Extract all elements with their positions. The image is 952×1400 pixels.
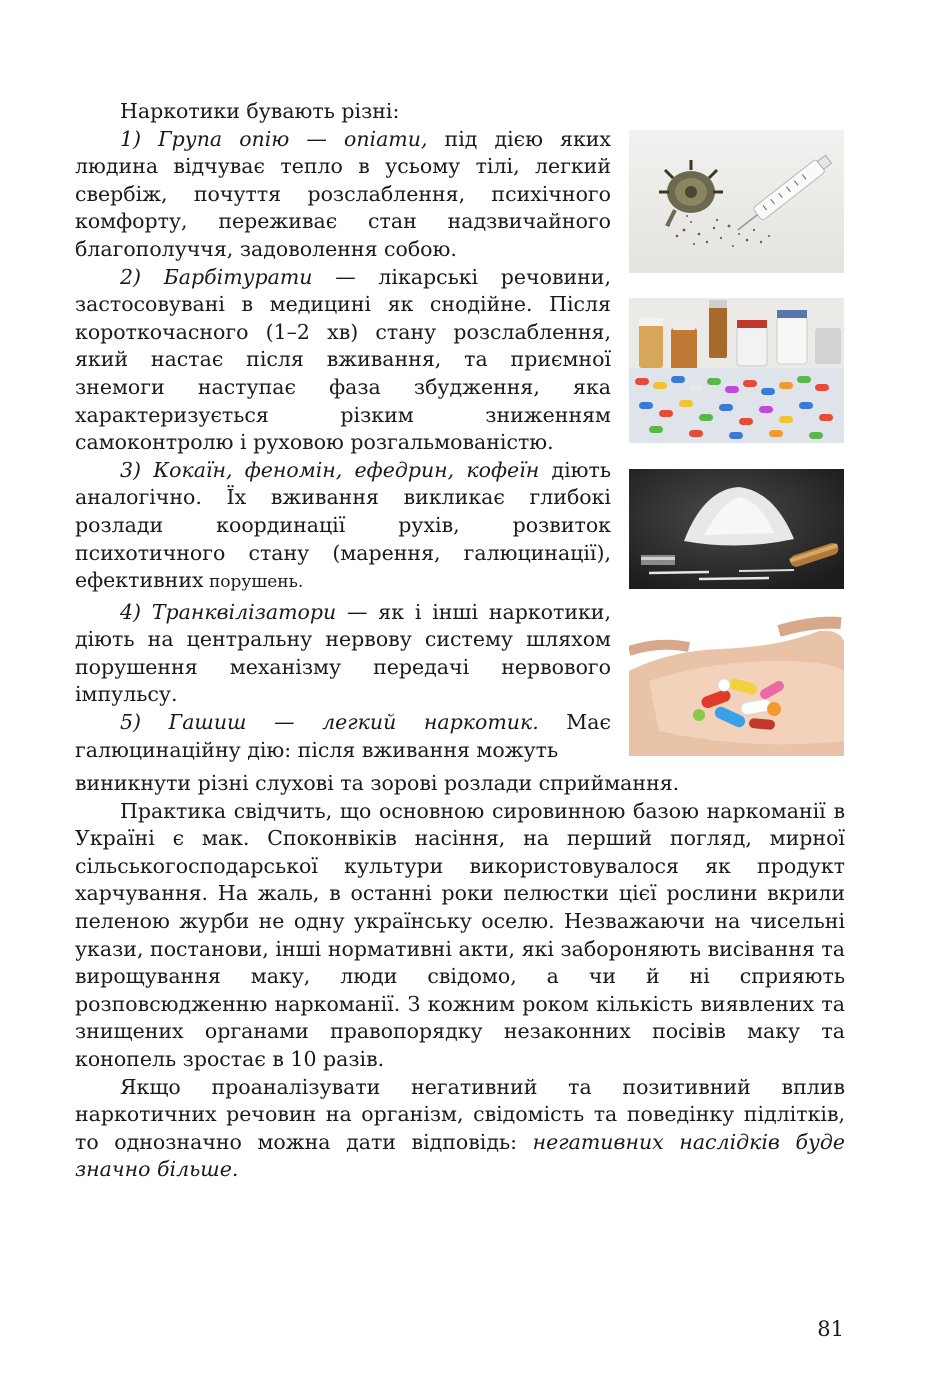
conclusion-italic: негативних наслідків буде значно більше.	[75, 1129, 845, 1182]
item-barbiturates	[75, 264, 611, 457]
item-tail-a: ефективних	[75, 568, 204, 593]
intro-line	[75, 98, 611, 126]
paragraph-practice: Практика свідчить, що основною сировинною базою наркоманії в Україні є мак. Споконвіків насіння, на перший погляд, мирної сільськогосподарської культури використовувалося як продукт харчування. На жаль, в останні роки пелюстки цієї рослини вкрили пеленою журби не одну українську оселю. Незважаючи на чисельні укази, постанови, інші нормативні акти, які забороняють висівання та вирощування маку, люди свідомо, а чи й ні сприяють розповсюдженню наркоманії. З кожним роком кількість виявлених та знищених органами правопорядку незаконних посівів маку та конопель зростає в 10 разів.	[75, 798, 845, 1071]
photo-pills-bottles	[629, 298, 844, 443]
page-number: 81	[817, 1317, 844, 1341]
item-hashish-last-line: виникнути різні слухові та зорові розлади сприймання.	[75, 771, 680, 795]
item-term: 4) Транквілізатори	[120, 599, 337, 624]
item-cocaine	[75, 457, 611, 597]
photo-poppy-syringe	[629, 130, 844, 273]
full-width-text	[75, 770, 845, 1184]
item-text: під дією яких людина відчуває тепло в усьому тілі, легкий свербіж, почуття розслаблення, психічного комфорту, переживає стан надзвичайного благополуччя, задоволення собою.	[75, 126, 611, 261]
photo-white-powder	[629, 469, 844, 589]
item-term: 3) Кокаїн, феномін, ефедрин, кофеїн	[120, 457, 540, 482]
item-text: діють аналогічно. Їх вживання викликає глибокі розлади координації рухів, розвиток психотичного стану (марення, галюцинації),	[75, 457, 612, 565]
poppy-syringe-image	[629, 130, 844, 273]
white-powder-image	[629, 469, 844, 589]
item-text: — як і інші наркотики, діють на центральну нервову систему шляхом порушення механізму передачі нервового імпульсу.	[75, 599, 611, 707]
item-term: 5) Гашиш — легкий наркотик.	[120, 710, 539, 735]
narrow-text-column	[75, 98, 611, 764]
item-term: 2) Барбітурати	[120, 264, 313, 289]
item-text: — лікарські речовини, застосовувані в медицині як снодійне. Після короткочасного (1–2 хв) стану розслаблення, який настає після вживання, та приємної знемоги наступає фаза збудження, яка характеризується різким зниженням самоконтролю і руховою розгальмованістю.	[75, 264, 611, 455]
intro-text: Наркотики бувають різні:	[120, 99, 400, 123]
item-opiates	[75, 126, 611, 264]
paragraph-conclusion	[75, 1074, 845, 1184]
item-tail-b: порушень.	[203, 572, 304, 593]
pills-bottles-image	[629, 298, 844, 443]
item-hashish	[75, 709, 611, 764]
item-tranquilizers	[75, 599, 611, 709]
item-term: 1) Група опію — опіати,	[120, 126, 428, 151]
conclusion-text: Якщо проаналізувати негативний та позитивний вплив наркотичних речовин на організм, свідомість та поведінку підлітків, то однозначно можна дати відповідь:	[75, 1074, 845, 1154]
pills-in-hand-image	[629, 611, 844, 756]
item-tail	[75, 568, 303, 592]
photo-pills-in-hand	[629, 611, 844, 756]
item-text: Має галюцинаційну дію: після вживання можуть	[75, 710, 611, 762]
